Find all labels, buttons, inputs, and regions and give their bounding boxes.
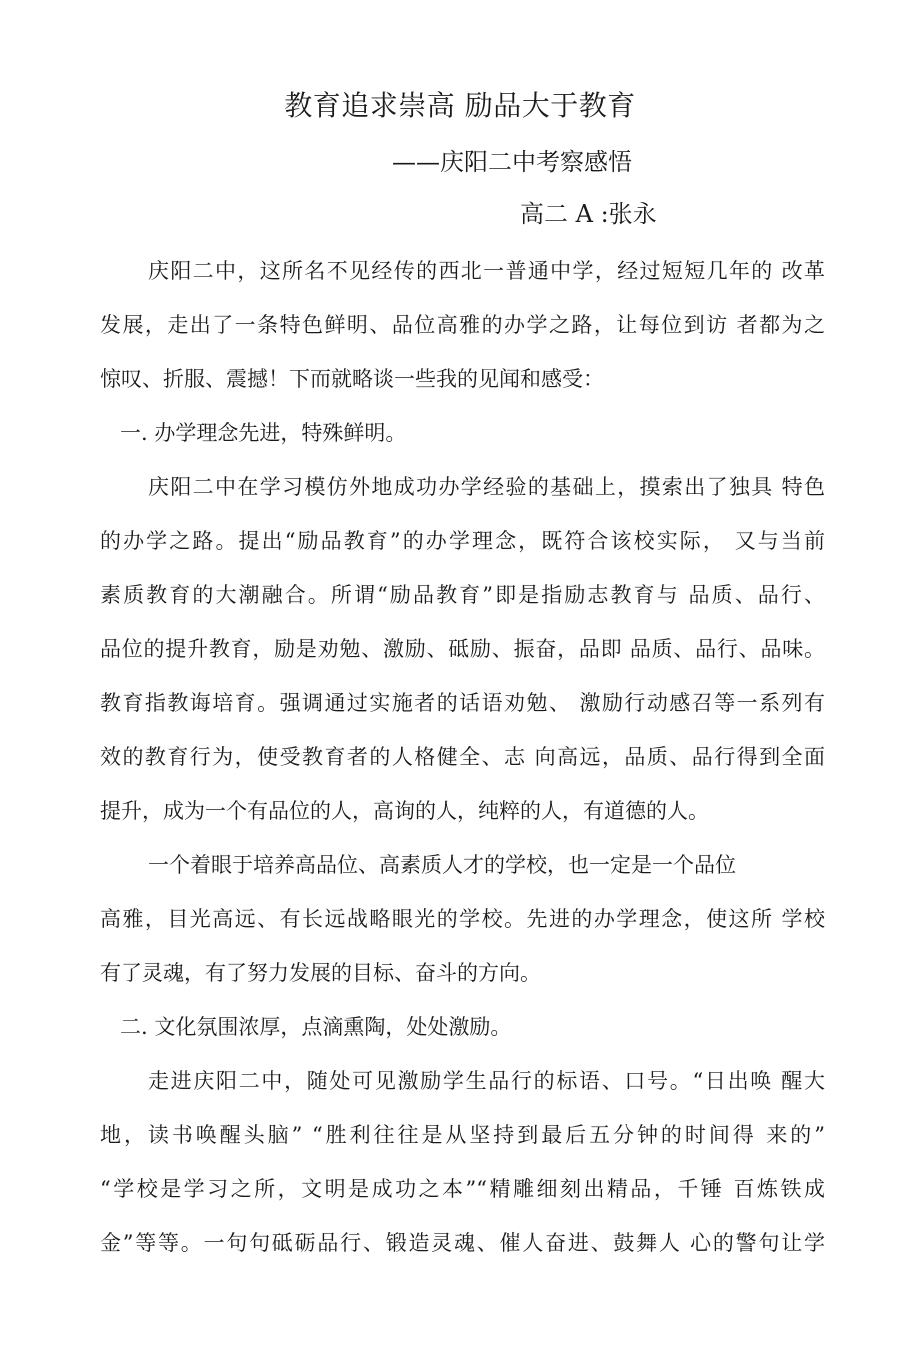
paragraph-line: 的办学之路。提出“励品教育”的办学理念，既符合该校实际， 又与当前 (100, 529, 825, 553)
paragraph-line: 有了灵魂，有了努力发展的目标、奋斗的方向。 (100, 961, 541, 985)
paragraph-line: 一个着眼于培养高品位、高素质人才的学校，也一定是一个品位 (148, 853, 736, 877)
paragraph-line: 地，读书唤醒头脑” “胜利往往是从坚持到最后五分钟的时间得 来的” (100, 1123, 825, 1147)
document-subtitle: ——庆阳二中考察感悟 (392, 148, 632, 176)
paragraph-line: 提升，成为一个有品位的人，高询的人，纯粹的人，有道德的人。 (100, 799, 709, 823)
paragraph-line: 素质教育的大潮融合。所谓“励品教育”即是指励志教育与 品质、品行、 (100, 583, 825, 607)
paragraph-line: 金”等等。一句句砥砺品行、锻造灵魂、催人奋进、鼓舞人 心的警句让学 (100, 1231, 825, 1255)
paragraph-line: 庆阳二中，这所名不见经传的西北一普通中学，经过短短几年的 改革 (148, 259, 825, 283)
paragraph-line: 惊叹、折服、震撼！下而就略谈一些我的见闻和感受： (100, 367, 604, 391)
paragraph-line: 教育指教诲培育。强调通过实施者的话语劝勉、 激励行动感召等一系列有 (100, 691, 825, 715)
paragraph-line: 效的教育行为，使受教育者的人格健全、志 向高远，品质、品行得到全面 (100, 745, 825, 769)
document-author: 高二 A :张永 (520, 200, 657, 228)
section-heading: 一. 办学理念先进，特殊鲜明。 (120, 421, 407, 445)
paragraph-line: 发展，走出了一条特色鲜明、品位高雅的办学之路，让每位到访 者都为之 (100, 313, 825, 337)
paragraph-line: 高雅，目光高远、有长远战略眼光的学校。先进的办学理念，使这所 学校 (100, 907, 825, 931)
document-title: 教育追求崇高 励品大于教育 (284, 89, 636, 122)
paragraph-line: 品位的提升教育，励是劝勉、激励、砥励、振奋，品即 品质、品行、品味。 (100, 637, 825, 661)
section-heading: 二. 文化氛围浓厚，点滴熏陶，处处激励。 (120, 1015, 512, 1039)
paragraph-line: 走进庆阳二中，随处可见激励学生品行的标语、口号。“日出唤 醒大 (148, 1069, 825, 1093)
paragraph-line: 庆阳二中在学习模仿外地成功办学经验的基础上，摸索出了独具 特色 (148, 475, 825, 499)
paragraph-line: “学校是学习之所，文明是成功之本”“精雕细刻出精品，千锤 百炼铁成 (100, 1177, 825, 1201)
